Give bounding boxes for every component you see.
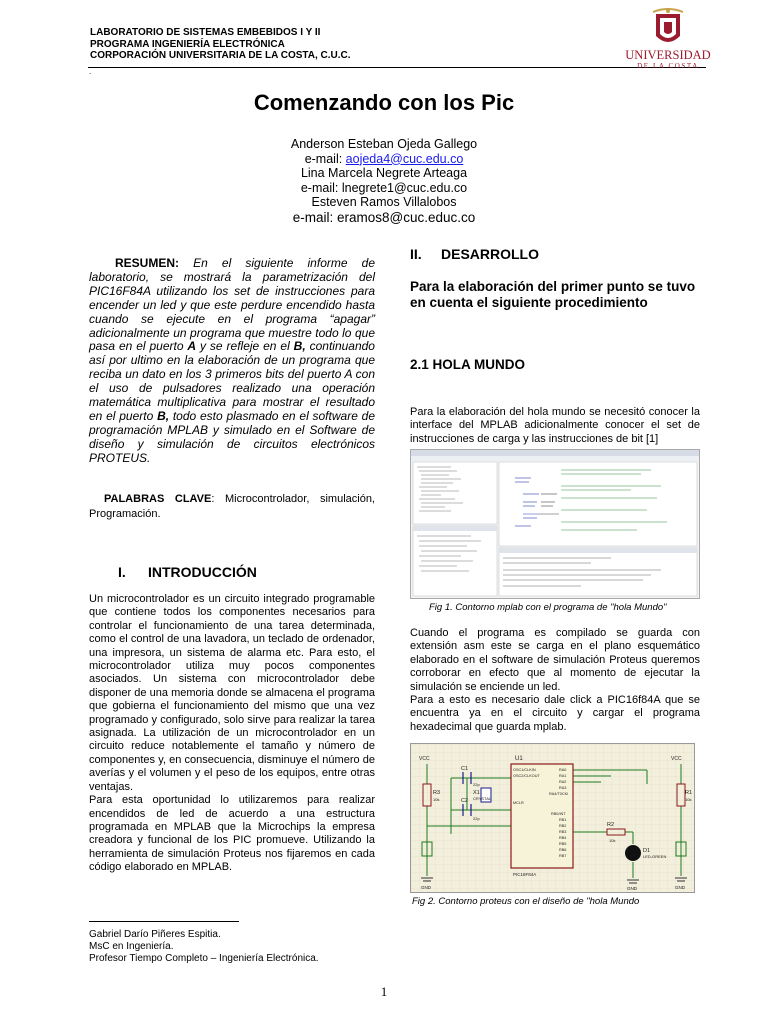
label-gnd-right: GND [675,885,685,890]
desarrollo-paragraph-3: Para a esto es necesario dale click a PIC16f84A que se encuentra ya en el circuito y cargar el programa hexadecimal que guarda mplab. [410,694,700,733]
abstract-bold: B, [293,339,306,354]
desarrollo-lead: Para la elaboración del primer punto se tuvo en cuenta el siguiente procedimiento [410,279,696,310]
author-email-line [0,211,768,226]
label-vcc-right: VCC [671,756,682,762]
footer-line-2: MsC en Ingeniería. [89,941,174,952]
pin-rb1: RB1 [559,818,567,822]
header-mark: . [89,67,92,76]
label-x1: X1 [473,790,480,796]
author-name: Lina Marcela Negrete Arteaga [300,166,468,180]
pin-ra4: RA4/T0CKI [549,792,569,796]
logo-line-1: UNIVERSIDAD [625,48,711,62]
author-name: Esteven Ramos Villalobos [311,195,457,209]
label-r1: R1 [685,790,693,796]
desarrollo-paragraph-2: Cuando el programa es compilado se guarda con extensión asm este se carga en el plano esquemático elaborado en el software de simulación Proteus queremos corroborar en efecto que al momento de ejecutar la simulación se enciende un led. [410,627,700,693]
author-email: lnegrete1@cuc.edu.co [341,180,468,195]
pin-rb7: RB7 [559,854,567,858]
pin-rb4: RB4 [559,836,567,840]
pin-ra2: RA2 [559,780,567,784]
author-email: eramos8@cuc.educ.co [336,209,476,225]
abstract-bold: B, [157,408,170,423]
footer-line-3: Profesor Tiempo Completo – Ingeniería Electrónica. [89,953,319,964]
section-desarrollo-title: DESARROLLO [441,246,539,262]
pin-rb3: RB3 [559,830,567,834]
footer-rule [89,921,239,922]
email-label: e-mail: [304,151,346,166]
abstract-label: RESUMEN: [115,256,180,270]
label-r1-value: 10k [685,797,692,802]
abstract-bold: A [187,339,197,354]
pin-mclr: MCLR [513,801,524,805]
keywords-label: PALABRAS CLAVE [104,493,212,505]
label-r2-value: 10k [609,838,616,843]
pin-osc1: OSC1/CLKIN [513,768,536,772]
author-email-line [0,152,768,167]
pin-rb0: RB0/INT [551,812,566,816]
section-intro-title: INTRODUCCIÓN [148,564,257,580]
section-intro-number: I. [118,564,126,580]
keywords-text: : Microcontrolador, simulación, Programación. [89,493,375,520]
author-email-line [0,181,768,196]
pin-rb6: RB6 [559,848,567,852]
abstract-text: y se refleje en el [196,339,294,354]
header-line-3: CORPORACIÓN UNIVERSITARIA DE LA COSTA, C.U.C. [90,50,351,61]
abstract-text: todo esto plasmado en el software de programación MPLAB y simulado en el Software de diseño y simulación de circuitos electrónicos PROTEUS. [89,408,375,465]
section-desarrollo-number: II. [410,246,422,262]
author-name: Anderson Esteban Ojeda Gallego [290,137,478,151]
desarrollo-paragraph-1: Para la elaboración del hola mundo se necesitó conocer la interface del MPLAB adicionalmente conocer el set de instrucciones de carga y las instrucciones de bit [1] [410,406,700,445]
label-d1-part: LED-GREEN [643,854,667,859]
abstract-text: En el siguiente informe de laboratorio, se mostrará la parametrización del PIC16F84A utilizando los set de instrucciones para encender un led y que este perdure encendido hasta cuando se ejecute en el programa “apagar” adicionalmente un programa que muestre todo lo que pasa en el puerto [89,256,375,354]
header-rule [88,67,706,68]
label-x1-value: CRYSTAL [473,796,492,801]
page-header [90,27,351,62]
pin-rb5: RB5 [559,842,567,846]
email-label: e-mail: [300,180,342,195]
figure-2-caption: Fig 2. Contorno proteus con el diseño de "hola Mundo [412,896,640,907]
label-gnd-mid: GND [627,886,637,891]
pin-osc2: OSC2/CLKOUT [513,774,540,778]
label-c1-value: 22p [473,782,480,787]
pin-ra1: RA1 [559,774,567,778]
label-r3-value: 10k [433,797,440,802]
label-r3: R3 [433,790,441,796]
mplab-ide-image [411,450,699,598]
keywords [89,492,375,522]
pin-rb2: RB2 [559,824,567,828]
university-logo [618,8,718,70]
label-gnd-left: GND [421,885,431,890]
figure-proteus-schematic [410,743,695,893]
intro-body [89,593,375,875]
intro-paragraph-2: Para esta oportunidad lo utilizaremos para realizar encendidos de led de acuerdo a una estructura programada en MPLAB que la Microchips la empresa creadora y funcional de los PIC promueve. Utilizando la herramienta de simulación Proteus nos fijaremos en cada código elaborado en MPLAB. [89,794,375,874]
label-d1: D1 [643,848,651,854]
pin-ra0: RA0 [559,768,567,772]
proteus-schematic-image [411,744,694,892]
author-email-link[interactable]: aojeda4@cuc.edu.co [345,151,464,166]
label-c2: C2 [461,798,469,804]
label-c1: C1 [461,766,469,772]
abstract [89,257,375,466]
footer-line-1: Gabriel Darío Piñeres Espitia. [89,929,221,940]
header-line-2: PROGRAMA INGENIERÍA ELECTRÓNICA [90,38,285,50]
university-crest-icon [618,8,718,70]
author-block [0,137,768,225]
figure-1-caption: Fig 1. Contorno mplab con el programa de "hola Mundo" [429,602,667,613]
label-vcc-left: VCC [419,756,430,762]
footer-note [89,929,319,965]
paper-title: Comenzando con los Pic [253,90,515,115]
subsection-title: 2.1 HOLA MUNDO [410,357,526,372]
label-u1: U1 [515,756,523,762]
logo-line-2: DE LA COSTA [637,62,699,70]
abstract-text: continuando así por ultimo en la elaboración de un programa que reciba un dato en los 3 primeros bits del puerto A con el uso de pulsadores realizado una operación matemática multiplicativa para mostrar el resultado en el puerto [89,339,375,423]
desarrollo-body-2 [410,627,700,734]
figure-mplab-screenshot [410,449,700,599]
label-r2: R2 [607,822,615,828]
pin-ra3: RA3 [559,786,567,790]
intro-paragraph-1: Un microcontrolador es un circuito integrado programable que contiene todos los componentes necesarios para controlar el funcionamiento de una tarea determinada, como el control de una lavadora, un teclado de ordenador, una impresora, un sistema de alarma etc. Para esto, el microcontrolador utiliza muy pocos componentes asociados. Un sistema con microcontrolador debe disponer de una memoria donde se almacena el programa que gobierna el funcionamiento del mismo que una vez programado y configurado, solo sirve para realizar la tarea asignada. La utilización de un microcontrolador en un circuito reduce notablemente el tamaño y número de componentes y, en consecuencia, disminuye el número de averías y el volumen y el peso de los equipos, entre otras ventajas. [89,593,375,793]
page-number: 1 [380,984,388,999]
header-line-1: LABORATORIO DE SISTEMAS EMBEBIDOS I Y II [90,27,321,38]
label-c2-value: 22p [473,816,480,821]
label-u1-part: PIC16F84A [513,872,537,877]
email-label: e-mail: [292,209,337,225]
